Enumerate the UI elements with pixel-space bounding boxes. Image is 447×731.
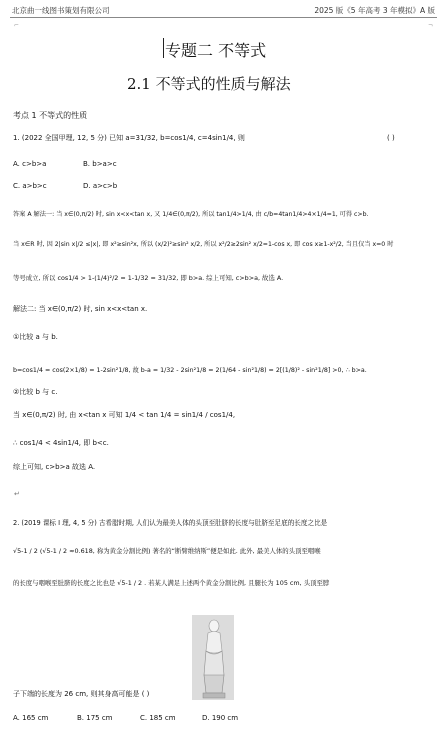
q2-option-c: C. 185 cm xyxy=(140,714,176,722)
text-cursor xyxy=(163,38,164,58)
corner-mark-right: ¬ xyxy=(427,22,433,29)
q2-line-1: 2. (2019 课标 I 理, 4, 5 分) 古希腊时期, 人们认为最美人体的头顶至肚脐的长度与肚脐至足底的长度之比是 xyxy=(13,519,328,527)
point-heading: 考点 1 不等式的性质 xyxy=(13,111,88,120)
q2-option-a: A. 165 cm xyxy=(13,714,49,722)
q1-method-2: 解法二: 当 x∈(0,π/2) 时, sin x<x<tan x. xyxy=(13,305,148,313)
q2-option-b: B. 175 cm xyxy=(77,714,113,722)
q1-final: 综上可知, c>b>a 故选 A. xyxy=(13,463,96,471)
q1-compare-ab: ①比较 a 与 b. xyxy=(13,333,58,341)
q1-option-b: B. b>a>c xyxy=(83,160,117,168)
q1-option-a: A. c>b>a xyxy=(13,160,47,168)
q1-compare-ab-expr: b=cos1/4 = cos(2×1/8) = 1-2sin²1/8, 故 b-a = 1/32 - 2sin²1/8 = 2(1/64 - sin²1/8) = 2[(1/8)² - sin²1/8] >0, ∴ b>a. xyxy=(13,367,367,374)
q1-compare-bc-conclusion: ∴ cos1/4 < 4sin1/4, 即 b<c. xyxy=(13,439,109,447)
q1-blank: ( ) xyxy=(387,134,395,142)
q1-answer-line-2: 当 x∈R 时, 因 2|sin x|/2 ≤|x|, 即 x²≥sin²x, 所以 (x/2)²≥sin² x/2, 所以 x²/2≥2sin² x/2=1-cos x, 即 cos x≥1-x²/2, 当且仅当 x=0 时 xyxy=(13,241,394,248)
q1-option-c: C. a>b>c xyxy=(13,182,47,190)
q2-line-4: 子下端的长度为 26 cm, 则其身高可能是 ( ) xyxy=(13,690,150,698)
q1-compare-bc: ②比较 b 与 c. xyxy=(13,388,58,396)
q1-compare-bc-expr: 当 x∈(0,π/2) 时, 由 x<tan x 可知 1/4 < tan 1/4 = sin1/4 / cos1/4, xyxy=(13,411,236,419)
q2-option-d: D. 190 cm xyxy=(202,714,239,722)
q1-answer-line-1: 答案 A 解法一: 当 x∈(0,π/2) 时, sin x<x<tan x, 又 1/4∈(0,π/2), 所以 tan1/4>1/4, 由 c/b=4tan1/4>4×1/4=1, 可得 c>b. xyxy=(13,211,369,218)
venus-statue-image xyxy=(192,615,234,700)
q2-line-2: √5-1 / 2 (√5-1 / 2 ≈0.618, 称为黄金分割比例) 著名的“断臂维纳斯”便是如此. 此外, 最美人体的头顶至咽喉 xyxy=(13,547,321,555)
q2-line-3: 的长度与咽喉至肚脐的长度之比也是 √5-1 / 2 . 若某人满足上述两个黄金分割比例, 且腿长为 105 cm, 头顶至脖 xyxy=(13,579,330,587)
topic-title: 专题二 不等式 xyxy=(165,41,267,60)
section-title: 2.1 不等式的性质与解法 xyxy=(127,75,291,93)
q1-answer-line-3: 等号成立, 所以 cos1/4 > 1-(1/4)²/2 = 1-1/32 = 31/32, 即 b>a. 综上可知, c>b>a, 故选 A. xyxy=(13,274,284,282)
return-mark: ↵ xyxy=(14,490,20,498)
header-divider xyxy=(10,17,437,18)
q1-option-d: D. a>c>b xyxy=(83,182,118,190)
header-book-title: 2025 版《5 年高考 3 年模拟》A 版 xyxy=(314,6,435,15)
q1-stem: 1. (2022 全国甲理, 12, 5 分) 已知 a=31/32, b=cos1/4, c=4sin1/4, 则 xyxy=(13,134,245,142)
corner-mark-left: ⌐ xyxy=(14,22,20,29)
header-publisher: 北京曲一线图书策划有限公司 xyxy=(12,6,110,15)
